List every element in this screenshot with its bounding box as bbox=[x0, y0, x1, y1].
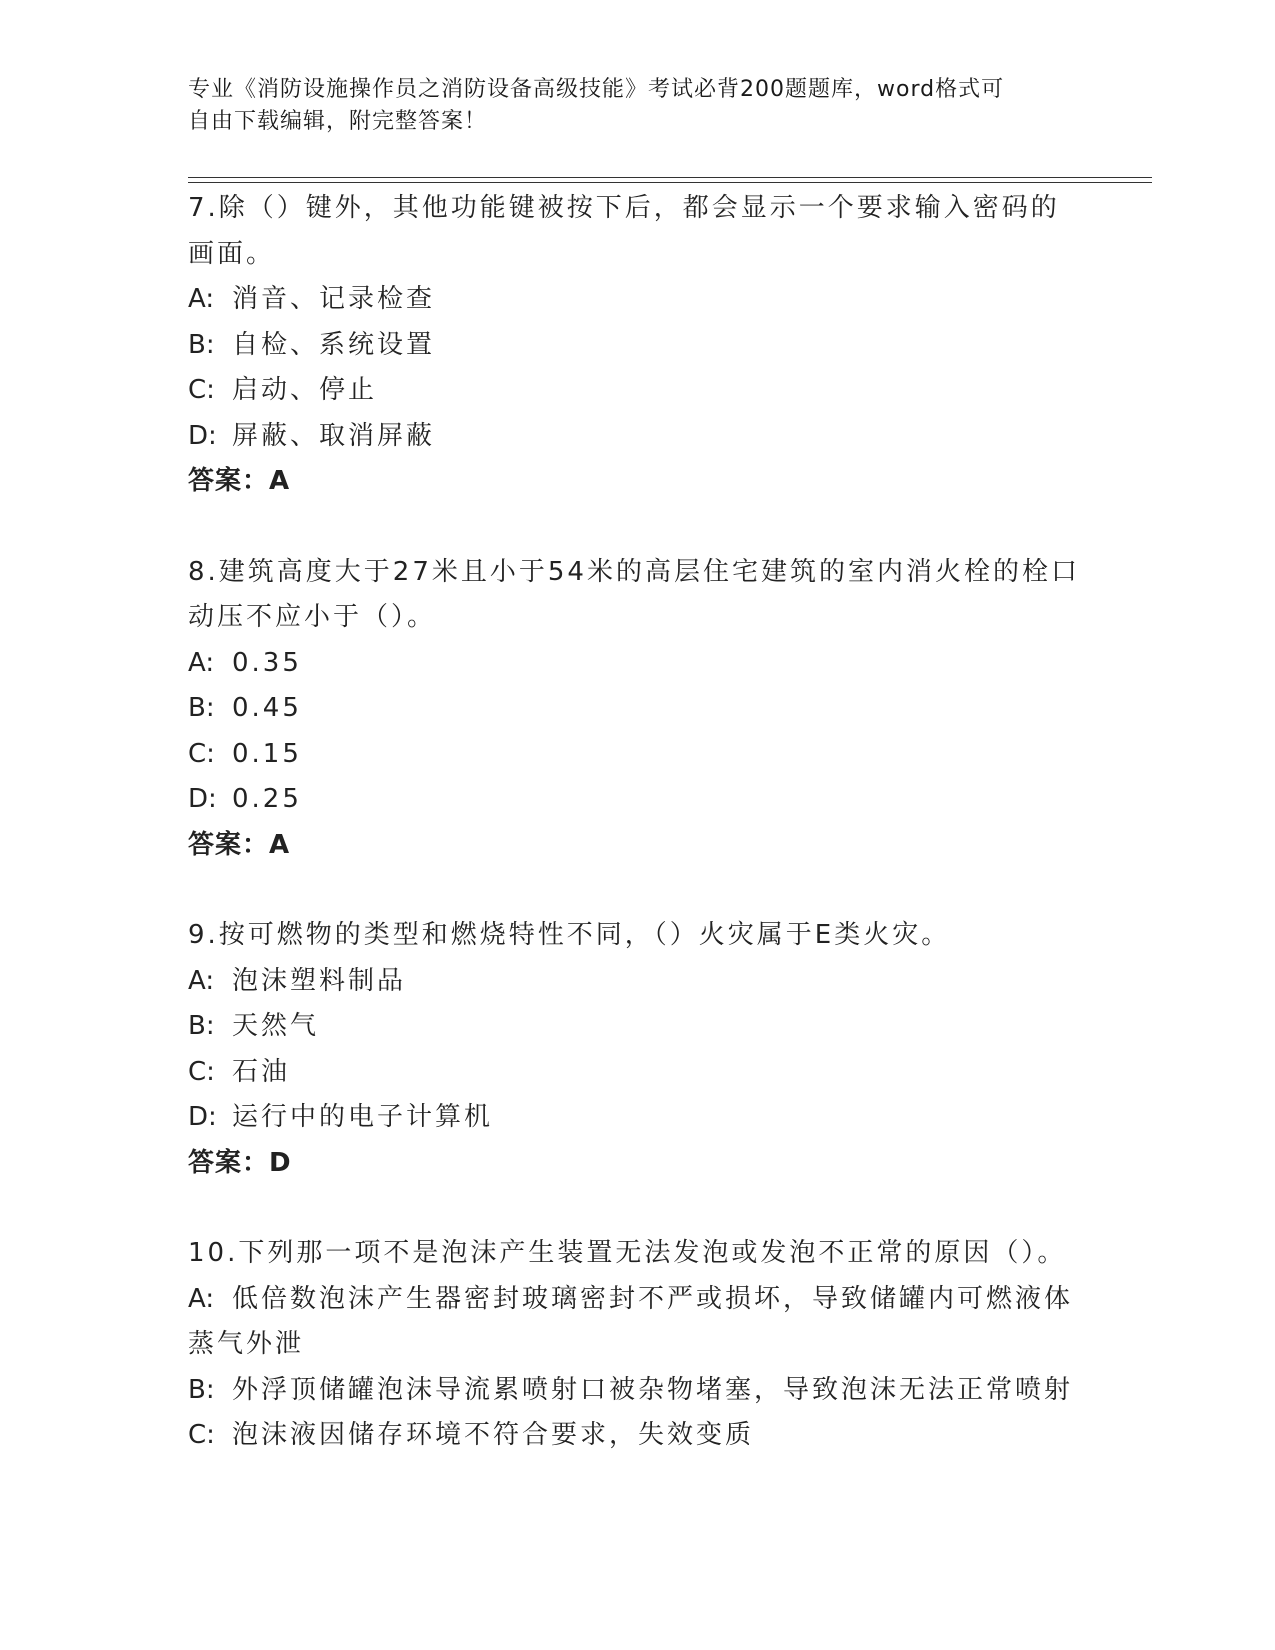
option-key: B: bbox=[188, 1011, 215, 1041]
option-key: C: bbox=[188, 1420, 215, 1450]
question-10 bbox=[188, 1231, 1088, 1459]
option-text: 运行中的电子计算机 bbox=[232, 1102, 494, 1132]
option-key: C: bbox=[188, 1056, 215, 1087]
option-text: 自检、系统设置 bbox=[232, 329, 436, 360]
option-a bbox=[188, 959, 1088, 1005]
option-a bbox=[188, 1277, 1088, 1368]
option-text: 天然气 bbox=[232, 1011, 320, 1041]
option-text: 泡沫液因储存环境不符合要求，失效变质 bbox=[232, 1420, 755, 1450]
option-text: 低倍数泡沫产生器密封玻璃密封不严或损坏，导致储罐内可燃液体蒸气外泄 bbox=[188, 1283, 1074, 1359]
option-key: A: bbox=[188, 647, 215, 678]
option-text: 石油 bbox=[232, 1056, 291, 1087]
question-8 bbox=[188, 550, 1088, 869]
option-key: B: bbox=[188, 693, 215, 723]
option-text: 启动、停止 bbox=[232, 375, 378, 405]
answer-line: 答案：A bbox=[188, 466, 291, 496]
header-divider-bottom bbox=[188, 182, 1152, 183]
question-stem: 10.下列那一项不是泡沫产生装置无法发泡或发泡不正常的原因（）。 bbox=[188, 1238, 1067, 1268]
option-key: C: bbox=[188, 738, 215, 769]
option-a bbox=[188, 641, 1088, 687]
question-7 bbox=[188, 186, 1088, 505]
option-c bbox=[188, 1050, 1088, 1096]
option-text: 外浮顶储罐泡沫导流累喷射口被杂物堵塞，导致泡沫无法正常喷射 bbox=[232, 1374, 1074, 1405]
option-key: C: bbox=[188, 375, 215, 405]
option-d bbox=[188, 1095, 1088, 1141]
option-key: A: bbox=[188, 284, 215, 314]
option-c bbox=[188, 368, 1088, 414]
option-a bbox=[188, 277, 1088, 323]
option-text: 0.35 bbox=[232, 647, 302, 678]
question-stem: 8.建筑高度大于27米且小于54米的高层住宅建筑的室内消火栓的栓口动压不应小于（）。 bbox=[188, 556, 1080, 632]
answer-line: 答案：A bbox=[188, 829, 291, 860]
option-key: A: bbox=[188, 965, 215, 996]
option-text: 0.45 bbox=[232, 693, 302, 723]
option-key: D: bbox=[188, 784, 217, 814]
option-key: B: bbox=[188, 1374, 215, 1405]
option-key: D: bbox=[188, 420, 217, 451]
question-stem: 7.除（）键外，其他功能键被按下后，都会显示一个要求输入密码的画面。 bbox=[188, 193, 1060, 269]
option-d bbox=[188, 414, 1088, 460]
option-text: 0.15 bbox=[232, 738, 302, 769]
option-b bbox=[188, 323, 1088, 369]
option-key: A: bbox=[188, 1283, 215, 1314]
option-text: 0.25 bbox=[232, 784, 302, 814]
option-text: 消音、记录检查 bbox=[232, 284, 436, 314]
option-d bbox=[188, 777, 1088, 823]
option-c bbox=[188, 1413, 1088, 1459]
header-line-2: 自由下载编辑，附完整答案！ bbox=[188, 109, 488, 134]
option-key: B: bbox=[188, 329, 215, 360]
question-list bbox=[188, 186, 1088, 1459]
option-b bbox=[188, 686, 1088, 732]
option-text: 泡沫塑料制品 bbox=[232, 965, 407, 996]
option-b bbox=[188, 1004, 1088, 1050]
option-c bbox=[188, 732, 1088, 778]
document-header bbox=[188, 74, 1088, 138]
header-line-1: 专业《消防设施操作员之消防设备高级技能》考试必背200题题库，word格式可 bbox=[188, 77, 1005, 102]
question-stem: 9.按可燃物的类型和燃烧特性不同，（）火灾属于E类火灾。 bbox=[188, 920, 951, 950]
header-divider-top bbox=[188, 177, 1152, 178]
option-b bbox=[188, 1368, 1088, 1414]
answer-line: 答案：D bbox=[188, 1147, 292, 1178]
option-text: 屏蔽、取消屏蔽 bbox=[232, 420, 436, 451]
option-key: D: bbox=[188, 1102, 217, 1132]
question-9 bbox=[188, 913, 1088, 1186]
